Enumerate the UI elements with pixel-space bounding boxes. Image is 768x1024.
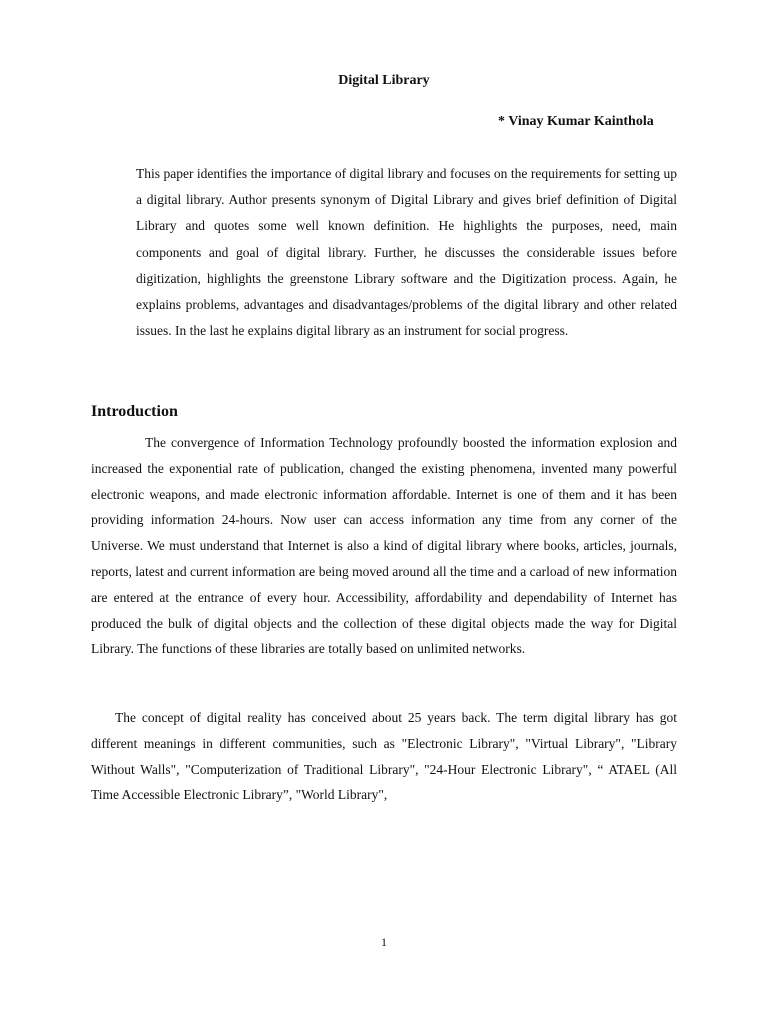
author-line: * Vinay Kumar Kainthola [498, 114, 654, 129]
body-paragraph-2: The concept of digital reality has conceived about 25 years back. The term digital library has got different meanings in different communities, such as "Electronic Library", "Virtual Library", "Library Without Walls", "Computerization of Traditional Library", "24-Hour Electronic Library", “ ATAEL (All Time Accessible Electronic Library”, "World Library", [91, 710, 677, 803]
body-paragraph-1: The convergence of Information Technology profoundly boosted the information explosion and increased the exponential rate of publication, changed the existing phenomena, invented many powerful electronic weapons, and made electronic information affordable. Internet is one of them and it has been providing information 24-hours. Now user can access information any time from any corner of the Universe. We must understand that Internet is also a kind of digital library where books, articles, journals, reports, latest and current information are being moved around all the time and a carload of new information are entered at the entrance of every hour. Accessibility, affordability and dependability of Internet has produced the bulk of digital objects and the collection of these digital objects made the way for Digital Library. The functions of these libraries are totally based on unlimited networks. [91, 435, 677, 657]
page-number: 1 [381, 935, 387, 949]
abstract-paragraph: This paper identifies the importance of digital library and focuses on the requirements for setting up a digital library. Author presents synonym of Digital Library and gives brief definition of Digital Library and quotes some well known definition. He highlights the purposes, need, main components and goal of digital library. Further, he discusses the considerable issues before digitization, highlights the greenstone Library software and the Digitization process. Again, he explains problems, advantages and disadvantages/problems of the digital library and other related issues. In the last he explains digital library as an instrument for social progress. [136, 166, 677, 339]
section-heading-introduction: Introduction [91, 403, 178, 420]
document-title: Digital Library [338, 73, 430, 88]
